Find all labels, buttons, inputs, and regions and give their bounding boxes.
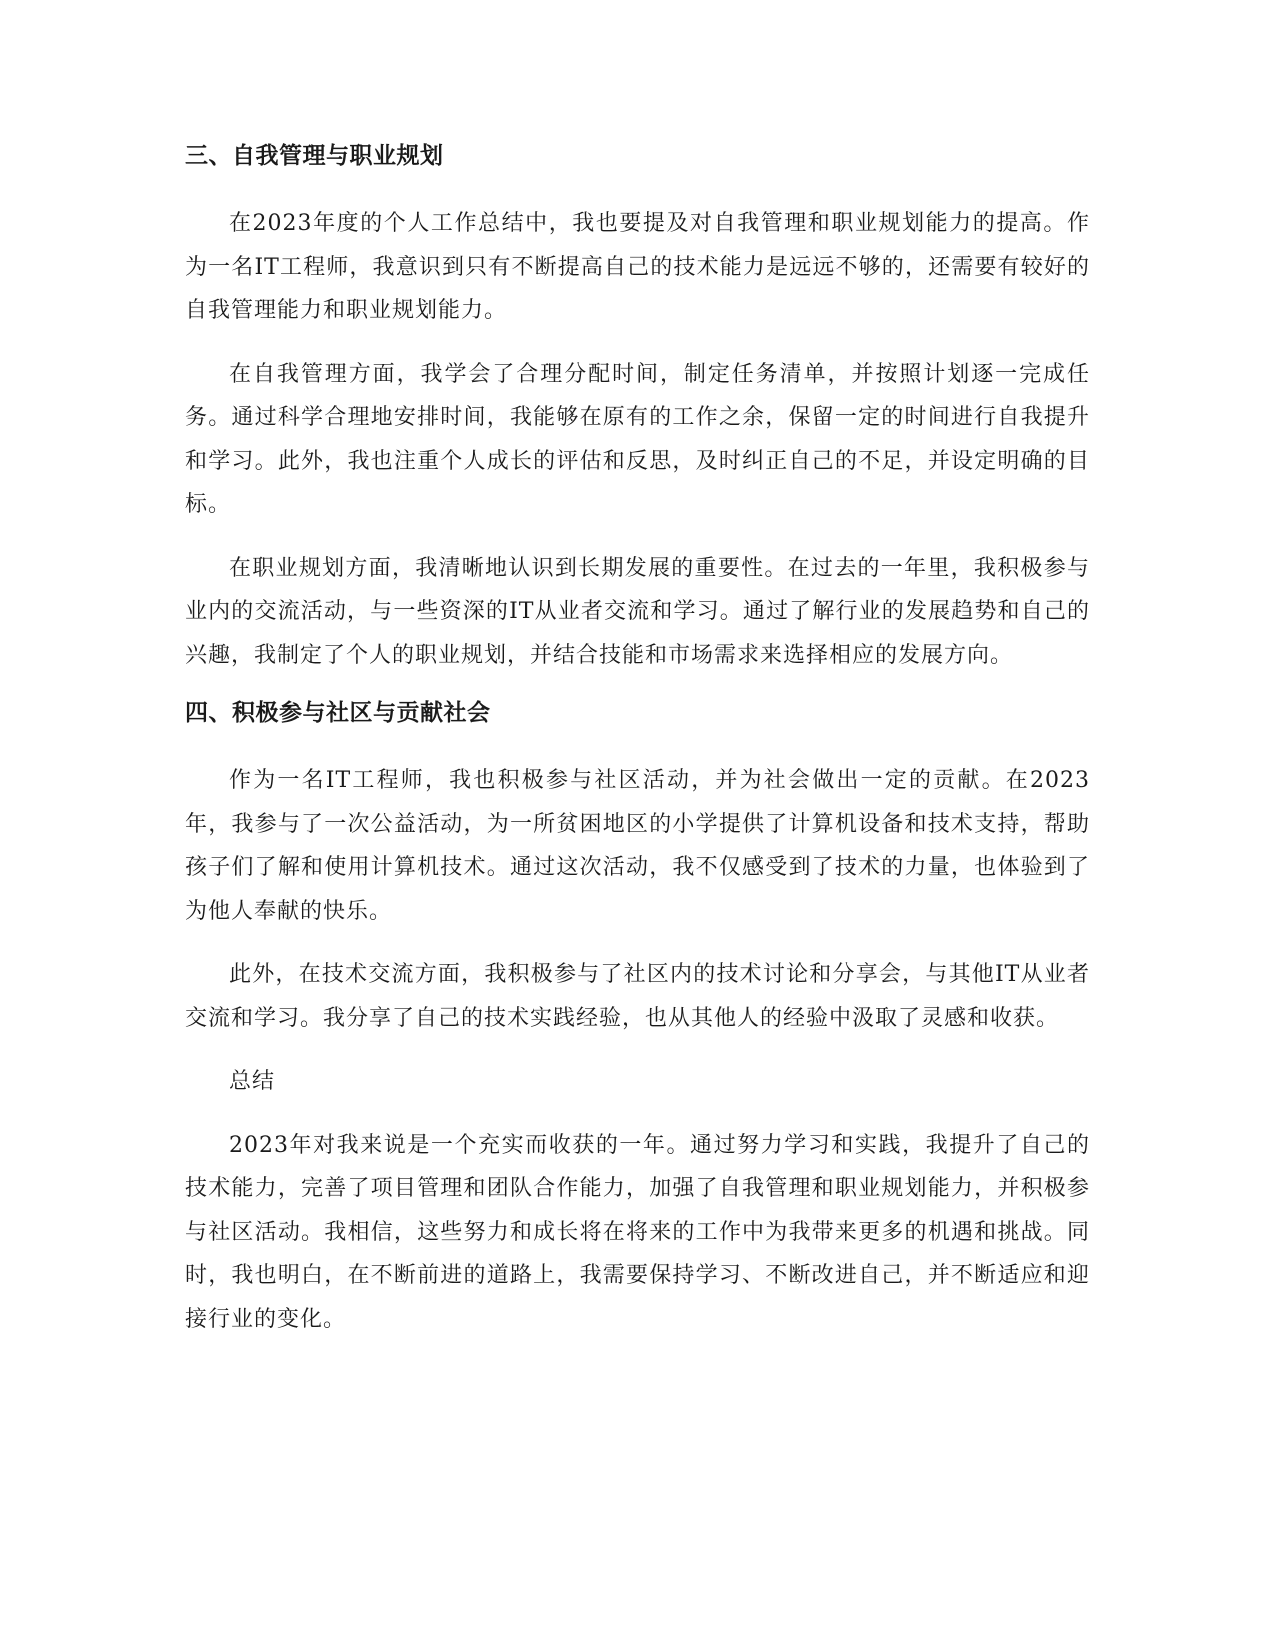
section-4-paragraph-1: 作为一名IT工程师，我也积极参与社区活动，并为社会做出一定的贡献。在2023年，我参与了一次公益活动，为一所贫困地区的小学提供了计算机设备和技术支持，帮助孩子们了解和使用计算机技术。通过这次活动，我不仅感受到了技术的力量，也体验到了为他人奉献的快乐。 — [185, 768, 1090, 924]
summary-label: 总结 — [229, 1069, 276, 1094]
section-3-paragraph-3: 在职业规划方面，我清晰地认识到长期发展的重要性。在过去的一年里，我积极参与业内的交流活动，与一些资深的IT从业者交流和学习。通过了解行业的发展趋势和自己的兴趣，我制定了个人的职业规划，并结合技能和市场需求来选择相应的发展方向。 — [185, 555, 1090, 668]
section-3-heading: 三、自我管理与职业规划 — [185, 143, 444, 169]
section-4-heading: 四、积极参与社区与贡献社会 — [185, 700, 491, 726]
section-3-paragraph-2: 在自我管理方面，我学会了合理分配时间，制定任务清单，并按照计划逐一完成任务。通过科学合理地安排时间，我能够在原有的工作之余，保留一定的时间进行自我提升和学习。此外，我也注重个人成长的评估和反思，及时纠正自己的不足，并设定明确的目标。 — [185, 361, 1090, 517]
section-4-paragraph-2: 此外，在技术交流方面，我积极参与了社区内的技术讨论和分享会，与其他IT从业者交流和学习。我分享了自己的技术实践经验，也从其他人的经验中汲取了灵感和收获。 — [185, 962, 1090, 1031]
summary-paragraph: 2023年对我来说是一个充实而收获的一年。通过努力学习和实践，我提升了自己的技术能力，完善了项目管理和团队合作能力，加强了自我管理和职业规划能力，并积极参与社区活动。我相信，这些努力和成长将在将来的工作中为我带来更多的机遇和挑战。同时，我也明白，在不断前进的道路上，我需要保持学习、不断改进自己，并不断适应和迎接行业的变化。 — [185, 1132, 1090, 1332]
document-body — [185, 140, 1090, 1361]
section-3-paragraph-1: 在2023年度的个人工作总结中，我也要提及对自我管理和职业规划能力的提高。作为一名IT工程师，我意识到只有不断提高自己的技术能力是远远不够的，还需要有较好的自我管理能力和职业规划能力。 — [185, 211, 1090, 323]
